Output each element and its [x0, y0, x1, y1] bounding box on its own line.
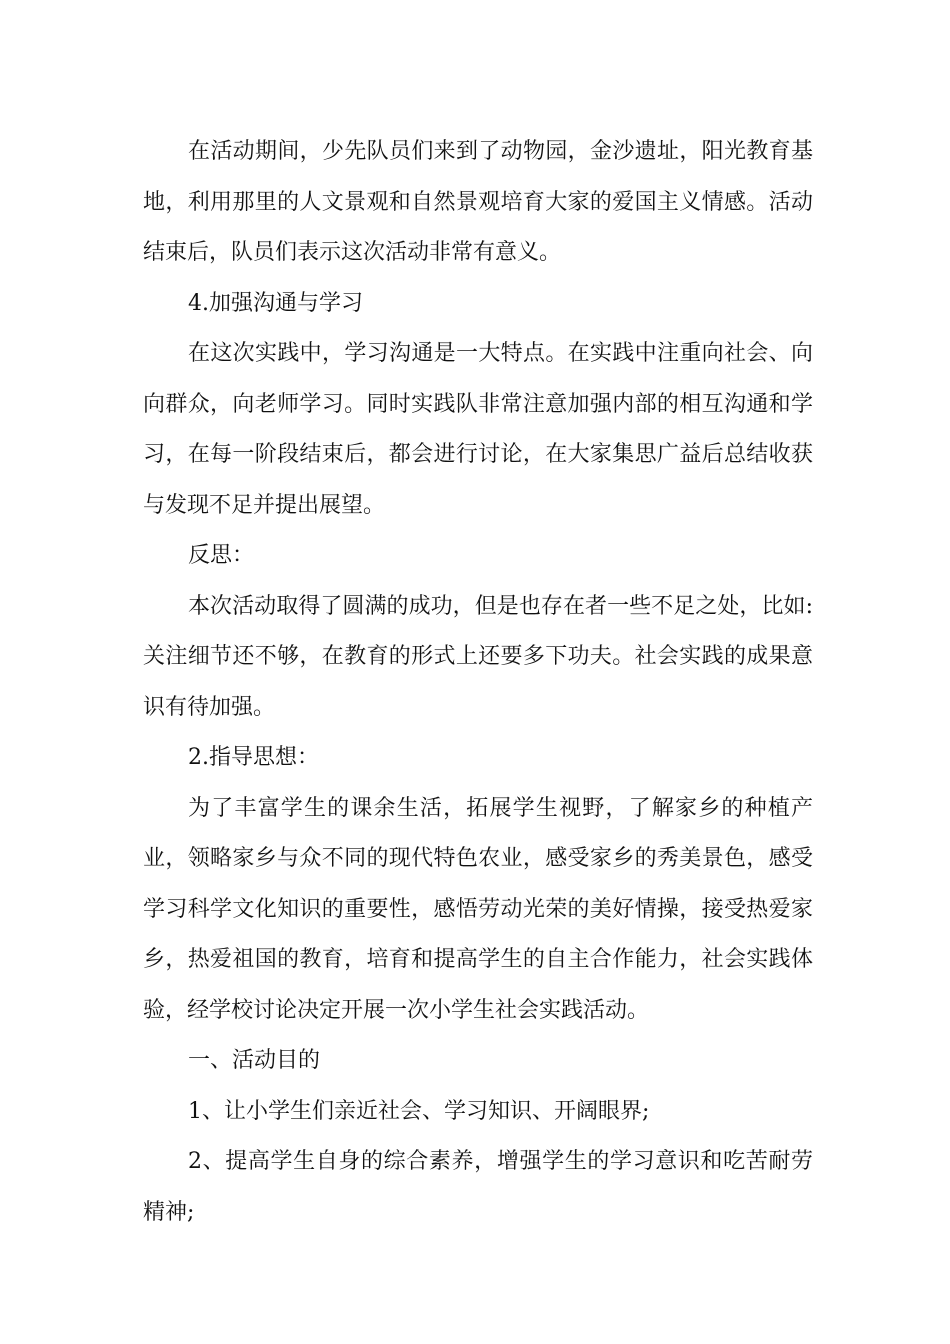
heading-communication-learning: 4.加强沟通与学习: [188, 290, 363, 316]
heading-activity-purpose: 一、活动目的: [188, 1048, 321, 1073]
paragraph-reflection: 本次活动取得了圆满的成功，但是也存在者一些不足之处，比如:关注细节还不够，在教育的形式上还要多下功夫。社会实践的成果意识有待加强。: [143, 593, 813, 720]
paragraph-communication: 在这次实践中，学习沟通是一大特点。在实践中注重向社会、向向群众，向老师学习。同时实践队非常注意加强内部的相互沟通和学习，在每一阶段结束后，都会进行讨论，在大家集思广益后总结收获与发现不足并提出展望。: [143, 341, 813, 518]
heading-guiding-thought: 2.指导思想：: [188, 745, 319, 770]
list-item-purpose-2: 2、提高学生自身的综合素养，增强学生的学习意识和吃苦耐劳精神;: [143, 1149, 813, 1225]
heading-reflection: 反思：: [188, 543, 255, 568]
list-item-purpose-1: 1、让小学生们亲近社会、学习知识、开阔眼界;: [188, 1098, 650, 1124]
paragraph-guiding-thought: 为了丰富学生的课余生活，拓展学生视野，了解家乡的种植产业，领略家乡与众不同的现代特色农业，感受家乡的秀美景色，感受学习科学文化知识的重要性，感悟劳动光荣的美好情操，接受热爱家乡，热爱祖国的教育，培育和提高学生的自主合作能力，社会实践体验，经学校讨论决定开展一次小学生社会实践活动。: [143, 795, 813, 1023]
document-body: [143, 127, 813, 1238]
paragraph-activity-period: 在活动期间，少先队员们来到了动物园，金沙遗址，阳光教育基地，利用那里的人文景观和自然景观培育大家的爱国主义情感。活动结束后，队员们表示这次活动非常有意义。: [143, 139, 813, 265]
